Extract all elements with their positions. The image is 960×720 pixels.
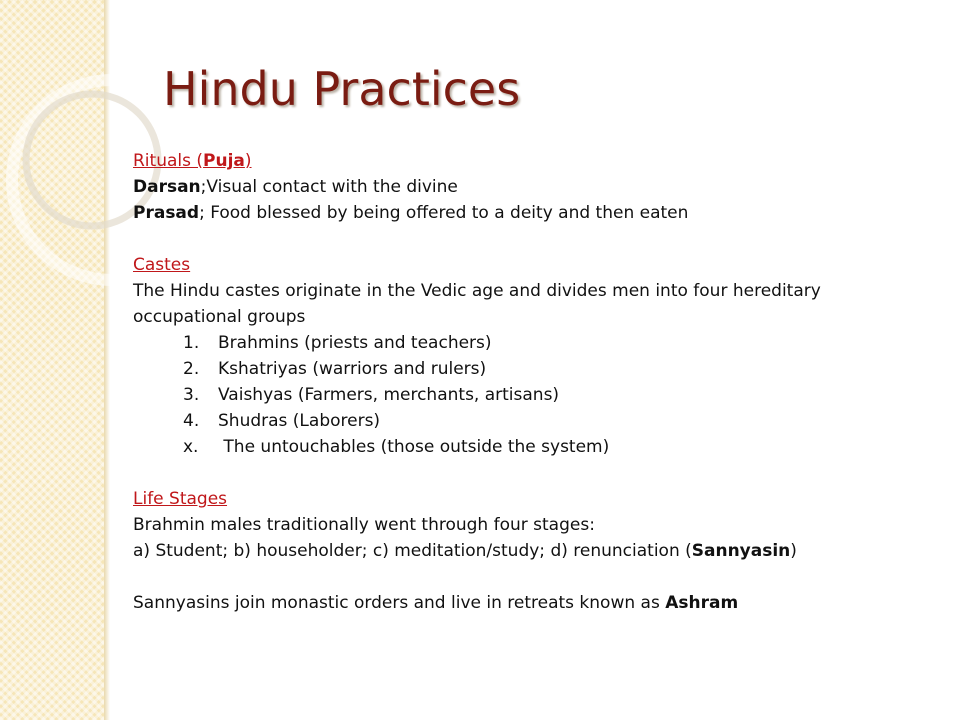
slide-title: Hindu Practices (163, 62, 521, 116)
rituals-heading-post: ) (244, 151, 252, 171)
slide-body (133, 148, 933, 616)
spacer (133, 226, 933, 252)
rituals-heading-text (133, 151, 252, 171)
ashram-line (133, 590, 933, 616)
rituals-heading-pre: Rituals ( (133, 151, 204, 171)
prasad-term: Prasad (133, 203, 200, 223)
castes-heading (133, 252, 933, 278)
darsan-line (133, 174, 933, 200)
castes-intro-line-1: The Hindu castes originate in the Vedic age and divides men into four hereditary (133, 281, 821, 301)
list-item (133, 382, 933, 408)
list-item (133, 434, 933, 460)
ashram-text: Sannyasins join monastic orders and live in retreats known as (133, 593, 666, 613)
list-item-text: Vaishyas (Farmers, merchants, artisans) (218, 385, 560, 405)
list-item-text: The untouchables (those outside the system) (218, 437, 610, 457)
castes-intro-line-2: occupational groups (133, 307, 306, 327)
list-item-number: 2. (183, 359, 200, 379)
list-item-text: Brahmins (priests and teachers) (218, 333, 492, 353)
spacer (133, 460, 933, 486)
list-item-text: Kshatriyas (warriors and rulers) (218, 359, 487, 379)
spacer (133, 564, 933, 590)
list-item-number: x. (183, 437, 199, 457)
list-item-number: 3. (183, 385, 200, 405)
list-item (133, 330, 933, 356)
list-item (133, 356, 933, 382)
list-item-number: 1. (183, 333, 200, 353)
rituals-heading-bold: Puja (203, 151, 245, 171)
prasad-definition: ; Food blessed by being offered to a deity and then eaten (199, 203, 689, 223)
life-stages-line-2 (133, 538, 933, 564)
sannyasin-term: Sannyasin (691, 541, 791, 561)
list-item-number: 4. (183, 411, 200, 431)
darsan-definition: ;Visual contact with the divine (200, 177, 458, 197)
ashram-term: Ashram (665, 593, 739, 613)
life-stages-heading (133, 486, 933, 512)
life-stages-line-1: Brahmin males traditionally went through four stages: (133, 515, 595, 535)
castes-heading-text: Castes (133, 255, 191, 275)
castes-list (133, 330, 933, 460)
life-stages-line-2-pre: a) Student; b) householder; c) meditation/study; d) renunciation ( (133, 541, 692, 561)
prasad-line (133, 200, 933, 226)
darsan-term: Darsan (133, 177, 201, 197)
rituals-heading (133, 148, 933, 174)
list-item-text: Shudras (Laborers) (218, 411, 381, 431)
list-item (133, 408, 933, 434)
life-stages-line-2-post: ) (790, 541, 797, 561)
life-stages-heading-text: Life Stages (133, 489, 228, 509)
